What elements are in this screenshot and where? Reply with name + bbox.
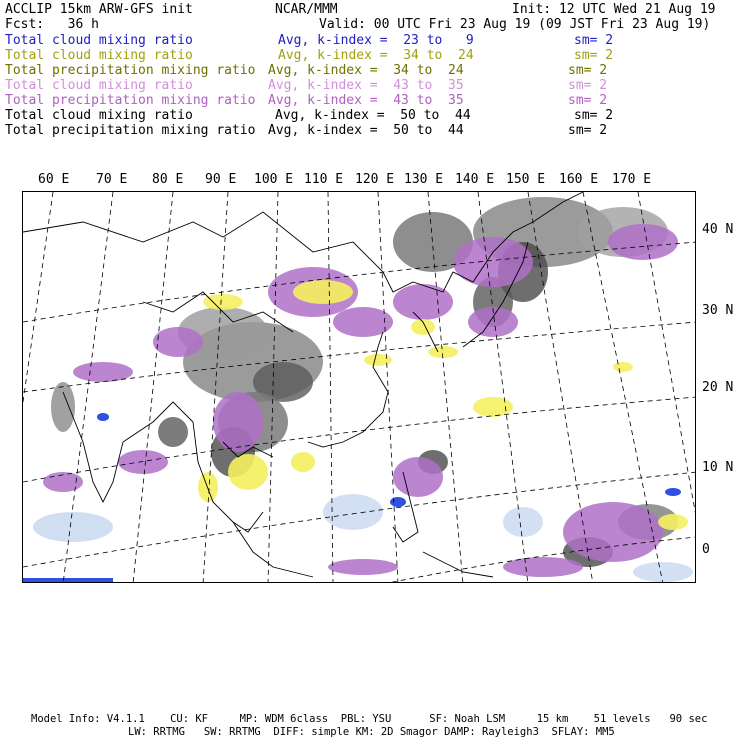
legend-field: Total cloud mixing ratio (5, 33, 193, 48)
lat-label: 10 N (702, 460, 734, 475)
legend-stat: Avg, k-index = 23 to 9 (278, 33, 474, 48)
legend-sm: sm= 2 (568, 63, 608, 78)
legend-stat: Avg, k-index = 50 to 44 (268, 123, 464, 138)
legend-stat: Avg, k-index = 43 to 35 (268, 78, 464, 93)
legend-field: Total precipitation mixing ratio (5, 123, 256, 138)
forecast-hour: Fcst: 36 h (5, 17, 99, 32)
legend-stat: Avg, k-index = 50 to 44 (275, 108, 471, 123)
lon-label: 60 E (38, 172, 70, 187)
legend-field: Total precipitation mixing ratio (5, 93, 256, 108)
footer-physics-info: LW: RRTMG SW: RRTMG DIFF: simple KM: 2D Smagor DAMP: Rayleigh3 SFLAY: MM5 (128, 726, 615, 738)
legend-sm: sm= 2 (574, 108, 614, 123)
lon-label: 80 E (152, 172, 184, 187)
valid-time: Valid: 00 UTC Fri 23 Aug 19 (09 JST Fri 23 Aug 19) (319, 17, 711, 32)
legend-field: Total cloud mixing ratio (5, 78, 193, 93)
title-center: NCAR/MMM (275, 2, 338, 17)
lon-label: 160 E (559, 172, 599, 187)
lon-label: 110 E (304, 172, 344, 187)
lon-label: 150 E (506, 172, 546, 187)
legend-sm: sm= 2 (568, 78, 608, 93)
legend-sm: sm= 2 (574, 33, 614, 48)
lon-label: 130 E (404, 172, 444, 187)
forecast-map (22, 191, 696, 583)
lon-label: 90 E (205, 172, 237, 187)
legend-field: Total cloud mixing ratio (5, 108, 193, 123)
legend-sm: sm= 2 (568, 123, 608, 138)
lon-label: 70 E (96, 172, 128, 187)
lat-label: 0 (702, 542, 710, 557)
legend-field: Total precipitation mixing ratio (5, 63, 256, 78)
lon-label: 120 E (355, 172, 395, 187)
legend-stat: Avg, k-index = 34 to 24 (278, 48, 474, 63)
legend-sm: sm= 2 (574, 48, 614, 63)
footer-model-info: Model Info: V4.1.1 CU: KF MP: WDM 6class PBL: YSU SF: Noah LSM 15 km 51 levels 90 sec (31, 713, 708, 725)
lat-label: 30 N (702, 303, 734, 318)
legend-sm: sm= 2 (568, 93, 608, 108)
lon-label: 140 E (455, 172, 495, 187)
legend-field: Total cloud mixing ratio (5, 48, 193, 63)
legend-stat: Avg, k-index = 43 to 35 (268, 93, 464, 108)
legend-stat: Avg, k-index = 34 to 24 (268, 63, 464, 78)
lat-label: 40 N (702, 222, 734, 237)
lat-label: 20 N (702, 380, 734, 395)
title-left: ACCLIP 15km ARW-GFS init (5, 2, 193, 17)
lon-label: 170 E (612, 172, 652, 187)
lon-label: 100 E (254, 172, 294, 187)
init-time: Init: 12 UTC Wed 21 Aug 19 (512, 2, 716, 17)
map-canvas (23, 192, 696, 583)
